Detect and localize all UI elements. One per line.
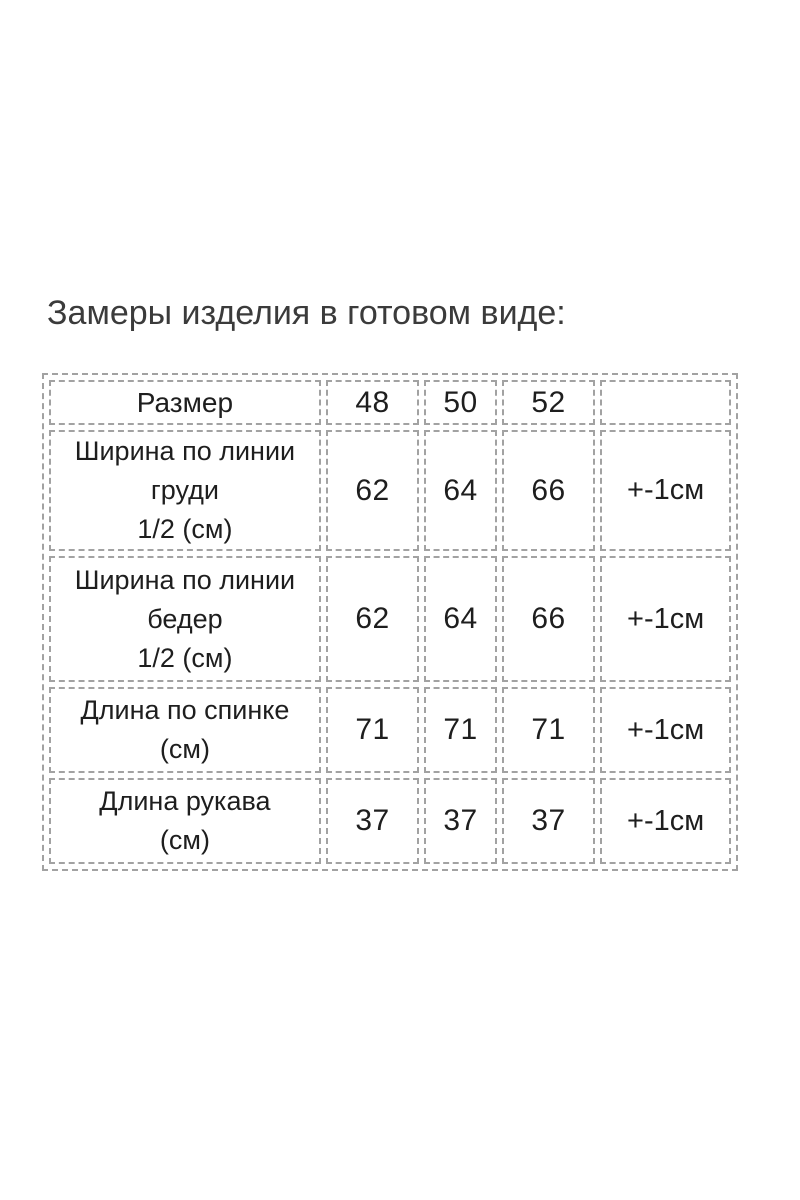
table-row-back-length	[49, 687, 731, 773]
row-label-cell	[49, 430, 321, 551]
tolerance-cell: +-1см	[600, 430, 731, 551]
header-size-52: 52	[502, 380, 595, 425]
row-label-line: 1/2 (см)	[137, 642, 233, 673]
row-label-line: 1/2 (см)	[137, 514, 233, 545]
header-tolerance-cell	[600, 380, 731, 425]
value-cell: 71	[326, 687, 419, 773]
header-size-48: 48	[326, 380, 419, 425]
row-label-line: (см)	[159, 825, 210, 856]
table-row-chest-width	[49, 430, 731, 551]
value-cell: 66	[502, 430, 595, 551]
page-title: Замеры изделия в готовом виде:	[47, 294, 566, 332]
value-cell: 71	[424, 687, 497, 773]
row-label-line: бедер	[147, 603, 223, 634]
table-row-sleeve-length	[49, 778, 731, 864]
row-label-line: Ширина по линии	[74, 564, 296, 595]
value-cell: 66	[502, 556, 595, 682]
tolerance-cell: +-1см	[600, 687, 731, 773]
tolerance-cell: +-1см	[600, 778, 731, 864]
table-header-row	[49, 380, 731, 425]
value-cell: 37	[424, 778, 497, 864]
measurements-table	[42, 373, 738, 871]
header-size-50: 50	[424, 380, 497, 425]
value-cell: 71	[502, 687, 595, 773]
value-cell: 62	[326, 430, 419, 551]
header-size-label: Размер	[49, 380, 321, 425]
row-label-line: (см)	[159, 734, 210, 765]
value-cell: 62	[326, 556, 419, 682]
table-row-hip-width	[49, 556, 731, 682]
row-label-cell	[49, 778, 321, 864]
value-cell: 37	[502, 778, 595, 864]
row-label-cell	[49, 556, 321, 682]
value-cell: 37	[326, 778, 419, 864]
value-cell: 64	[424, 430, 497, 551]
value-cell: 64	[424, 556, 497, 682]
row-label-line: Длина рукава	[99, 786, 271, 817]
row-label-line: груди	[150, 475, 219, 506]
row-label-cell	[49, 687, 321, 773]
row-label-line: Длина по спинке	[80, 695, 290, 726]
row-label-line: Ширина по линии	[74, 436, 296, 466]
tolerance-cell: +-1см	[600, 556, 731, 682]
